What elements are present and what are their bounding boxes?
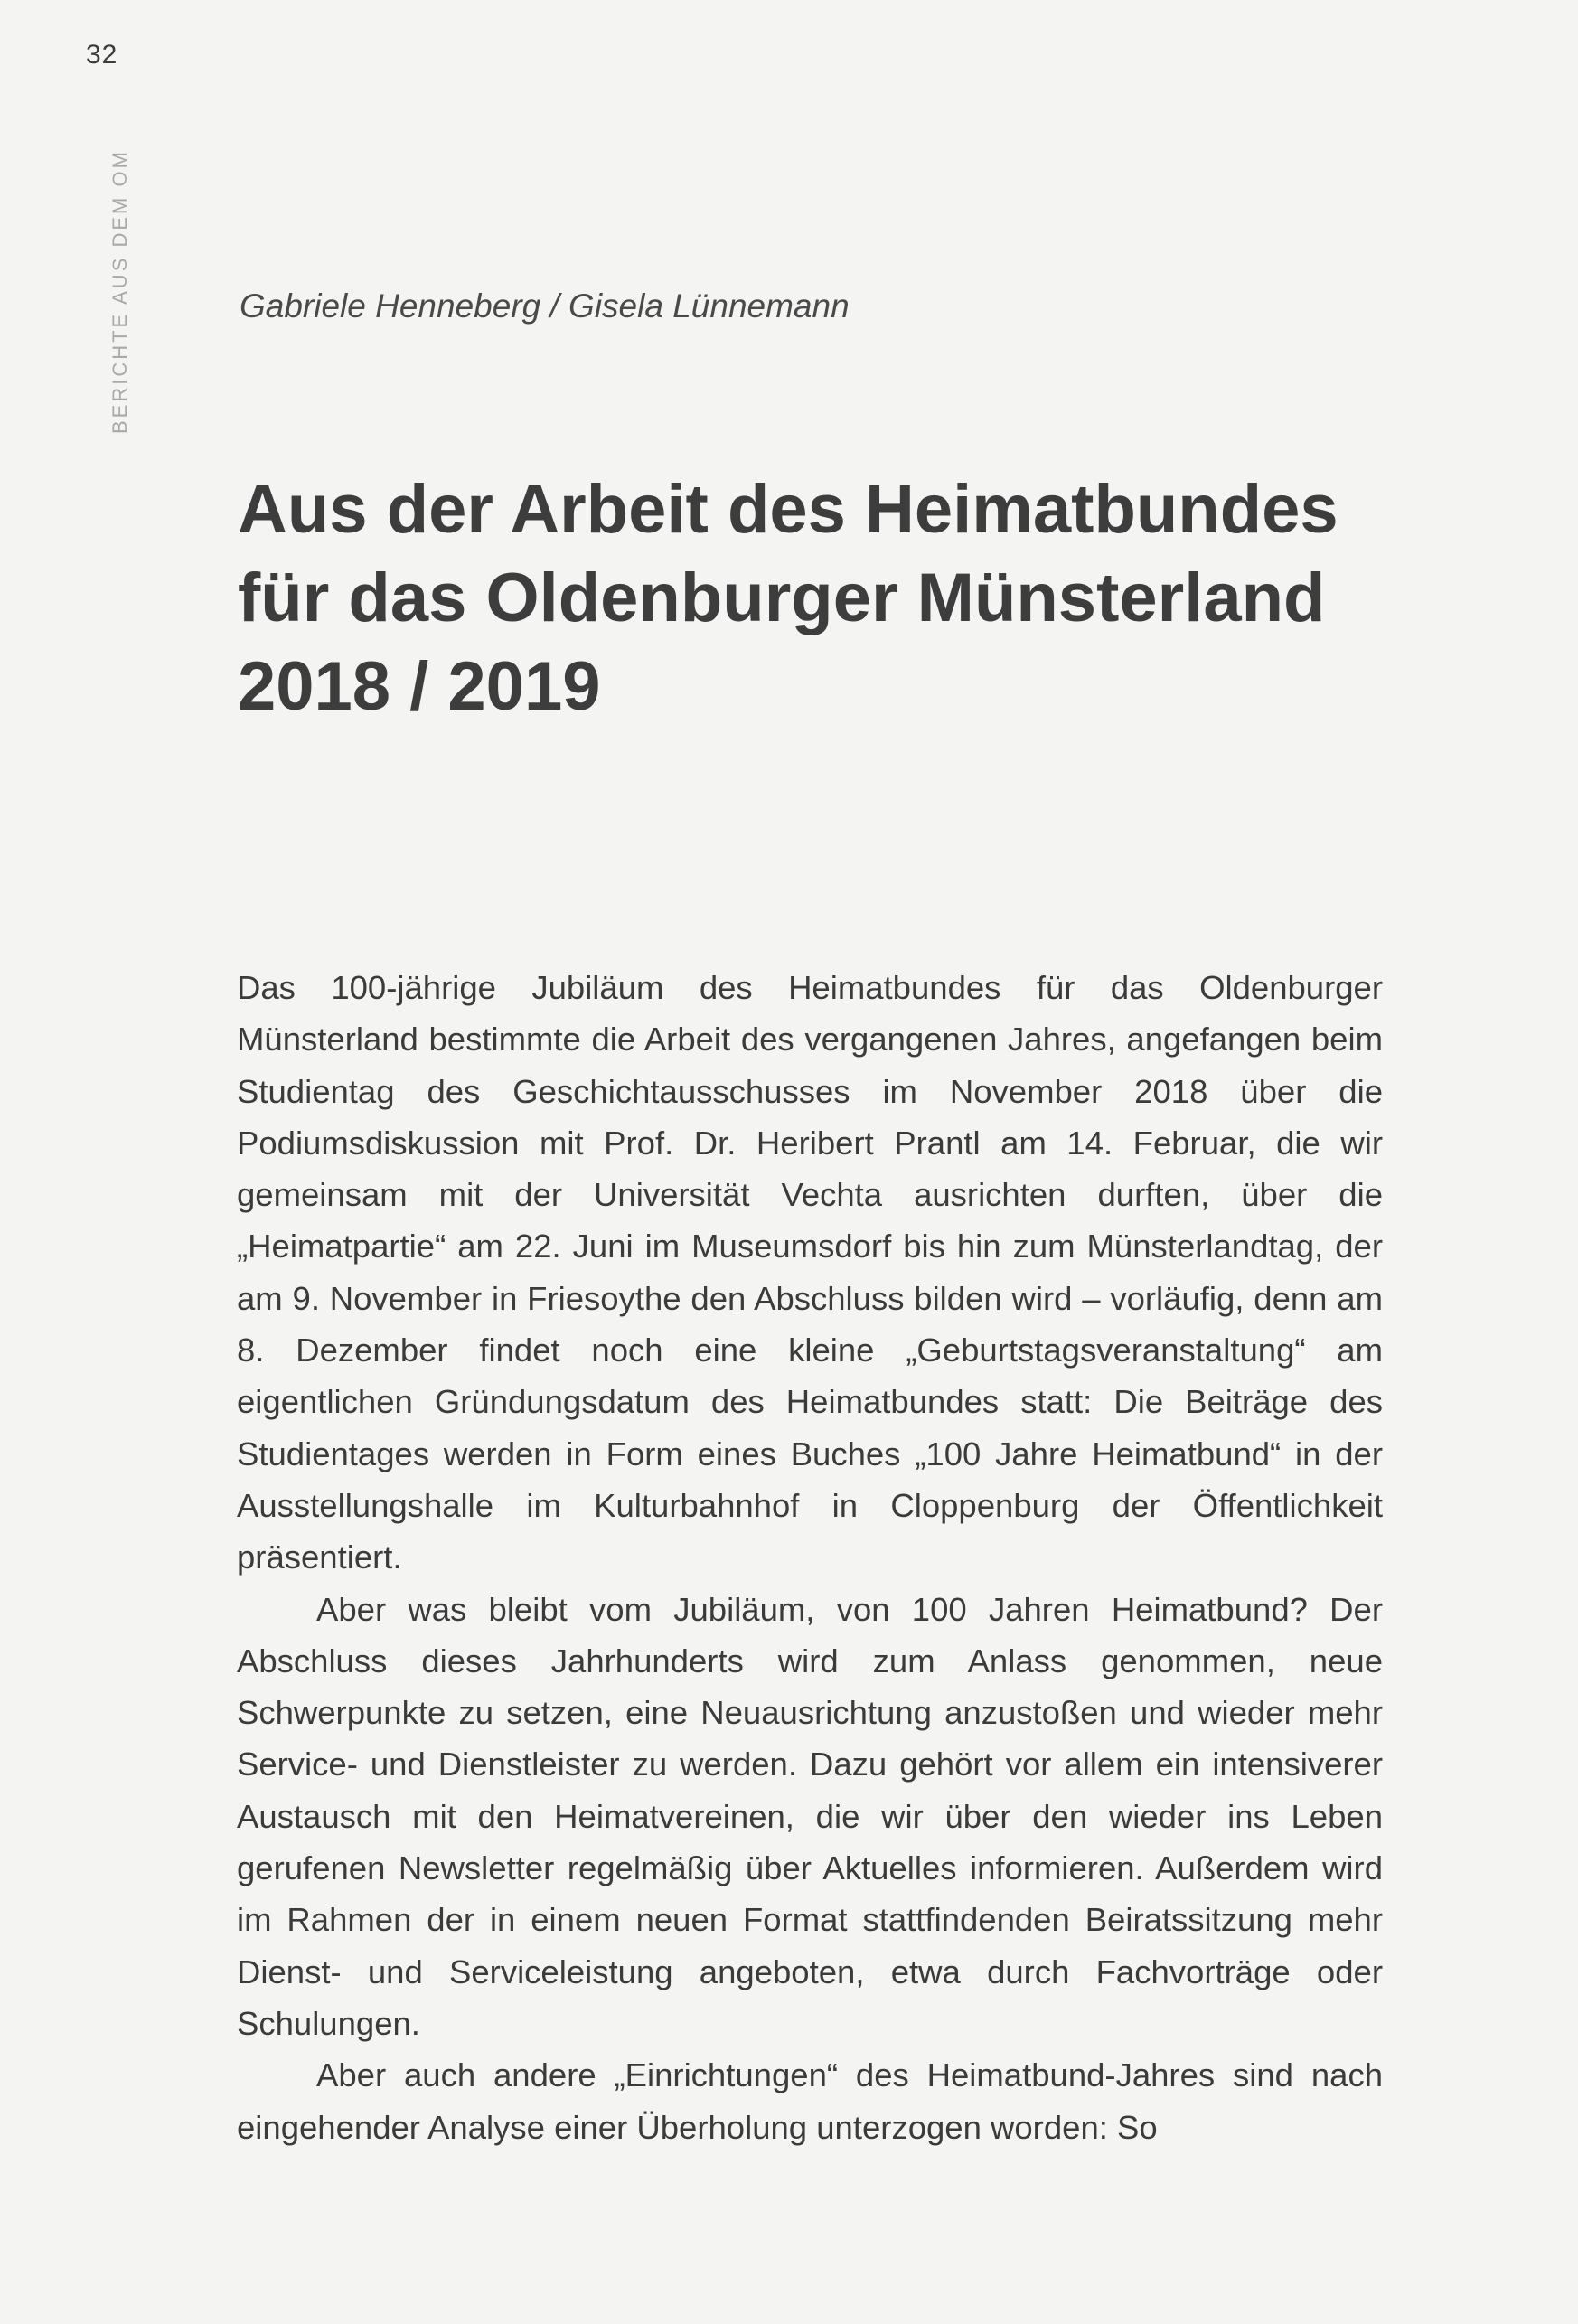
article-body [237, 962, 1383, 2153]
body-paragraph: Aber was bleibt vom Jubiläum, von 100 Jahren Heimatbund? Der Abschluss dieses Jahrhunderts wird zum Anlass genommen, neue Schwerpunkte zu setzen, eine Neuausrichtung anzustoßen und wieder mehr Service- und Dienstleister zu werden. Dazu gehört vor allem ein intensiverer Austausch mit den Heimatvereinen, die wir über den wieder ins Leben gerufenen Newsletter regelmäßig über Aktuelles informieren. Außerdem wird im Rahmen der in einem neuen Format stattfindenden Beiratssitzung mehr Dienst- und Serviceleistung angeboten, etwa durch Fachvorträge oder Schulungen. [237, 1590, 1383, 2042]
article-title [238, 466, 1413, 731]
title-line: 2018 / 2019 [238, 648, 601, 725]
article-authors: Gabriele Henneberg / Gisela Lünnemann [240, 287, 850, 325]
title-line: Aus der Arbeit des Heimatbundes [238, 471, 1338, 548]
title-line: für das Oldenburger Münsterland [238, 560, 1326, 636]
section-label: BERICHTE AUS DEM OM [108, 149, 131, 434]
page-number: 32 [86, 40, 118, 70]
body-paragraph: Aber auch andere „Einrichtungen“ des Heimatbund-Jahres sind nach eingehender Analyse einer Überholung unterzogen worden: So [237, 2056, 1383, 2146]
body-paragraph: Das 100-jährige Jubiläum des Heimatbundes für das Oldenburger Münsterland bestimmte die Arbeit des vergangenen Jahres, angefangen beim Studientag des Geschichtausschusses im November 2018 über die Podiumsdiskussion mit Prof. Dr. Heribert Prantl am 14. Februar, die wir gemeinsam mit der Universität Vechta ausrichten durften, über die „Heimatpartie“ am 22. Juni im Museumsdorf bis hin zum Münsterlandtag, der am 9. November in Friesoythe den Abschluss bilden wird – vorläufig, denn am 8. Dezember findet noch eine kleine „Geburtstagsveranstaltung“ am eigentlichen Gründungsdatum des Heimatbundes statt: Die Beiträge des Studientages werden in Form eines Buches „100 Jahre Heimatbund“ in der Ausstellungshalle im Kulturbahnhof in Cloppenburg der Öffentlichkeit präsentiert. [237, 969, 1383, 1576]
